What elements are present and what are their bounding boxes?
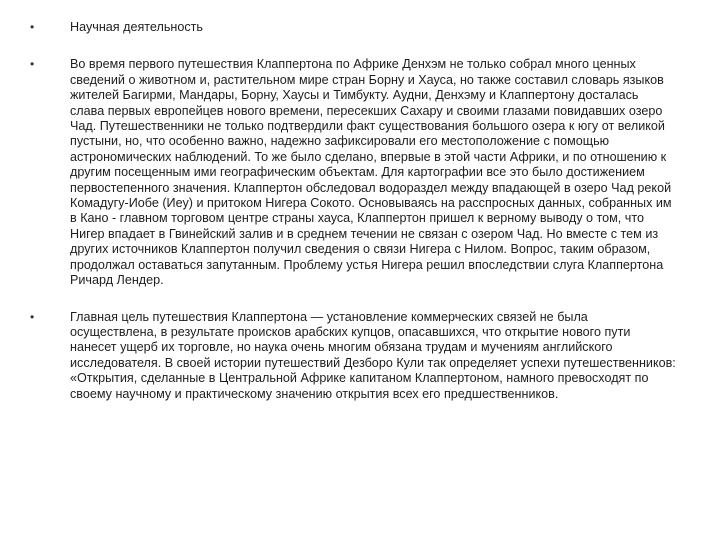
bullet-item-main-goal: [0, 310, 720, 402]
bullet-marker: •: [30, 57, 35, 72]
bullet-marker: •: [30, 309, 35, 324]
bullet-item-heading: [0, 20, 720, 35]
bullet-list: [0, 20, 720, 402]
bullet-marker: •: [30, 20, 35, 34]
bullet-text: Главная цель путешествия Клаппертона — установление коммерческих связей не была осуществлена, в результате происков арабских купцов, опасавшихся, что открытие нового пути нанесет ущерб их торговле, но наука очень многим обязана трудам и мучениям английского исследователя. В своей истории путешествий Дезборо Кули так определяет успехи путешественников: «Открытия, сделанные в Центральной Африке капитаном Клаппертоном, намного превосходят по своему научному и практическому значению открытия всех его предшественников.: [70, 309, 676, 401]
bullet-text: Во время первого путешествия Клаппертона по Африке Денхэм не только собрал много ценных сведений о животном и, растительном мире стран Борну и Хауса, но также составил словарь языков жителей Багирми, Мандары, Борну, Хаусы и Тимбукту. Аудни, Денхэму и Клаппертону досталась слава первых европейцев нового времени, пересекших Сахару и своими глазами повидавших озеро Чад. Путешественники не только подтвердили факт существования большого озера к югу от великой пустыни, но, что особенно важно, надежно зафиксировали его местоположение с помощью астрономических наблюдений. То же было сделано, впервые в этой части Африки, и по отношению к другим посещенным ими географическим объектам. Для картографии все это было достижением первостепенного значения. Клаппертон обследовал водораздел между впадающей в озеро Чад рекой Комадугу-Иобе (Иеу) и притоком Нигера Сокото. Основываясь на расспросных данных, собранных им в Кано - главном торговом центре страны хауса, Клаппертон пришел к верному выводу о том, что Нигер впадает в Гвинейский залив и в среднем течении не связан с озером Чад. Но вместе с тем из других источников Клаппертон получил сведения о связи Нигера с Нилом. Вопрос, таким образом, продолжал оставаться запутанным. Проблему устья Нигера решил впоследствии слуга Клаппертона Ричард Лендер.: [70, 57, 672, 288]
bullet-text: Научная деятельность: [70, 20, 203, 34]
bullet-item-expedition-results: [0, 57, 720, 288]
